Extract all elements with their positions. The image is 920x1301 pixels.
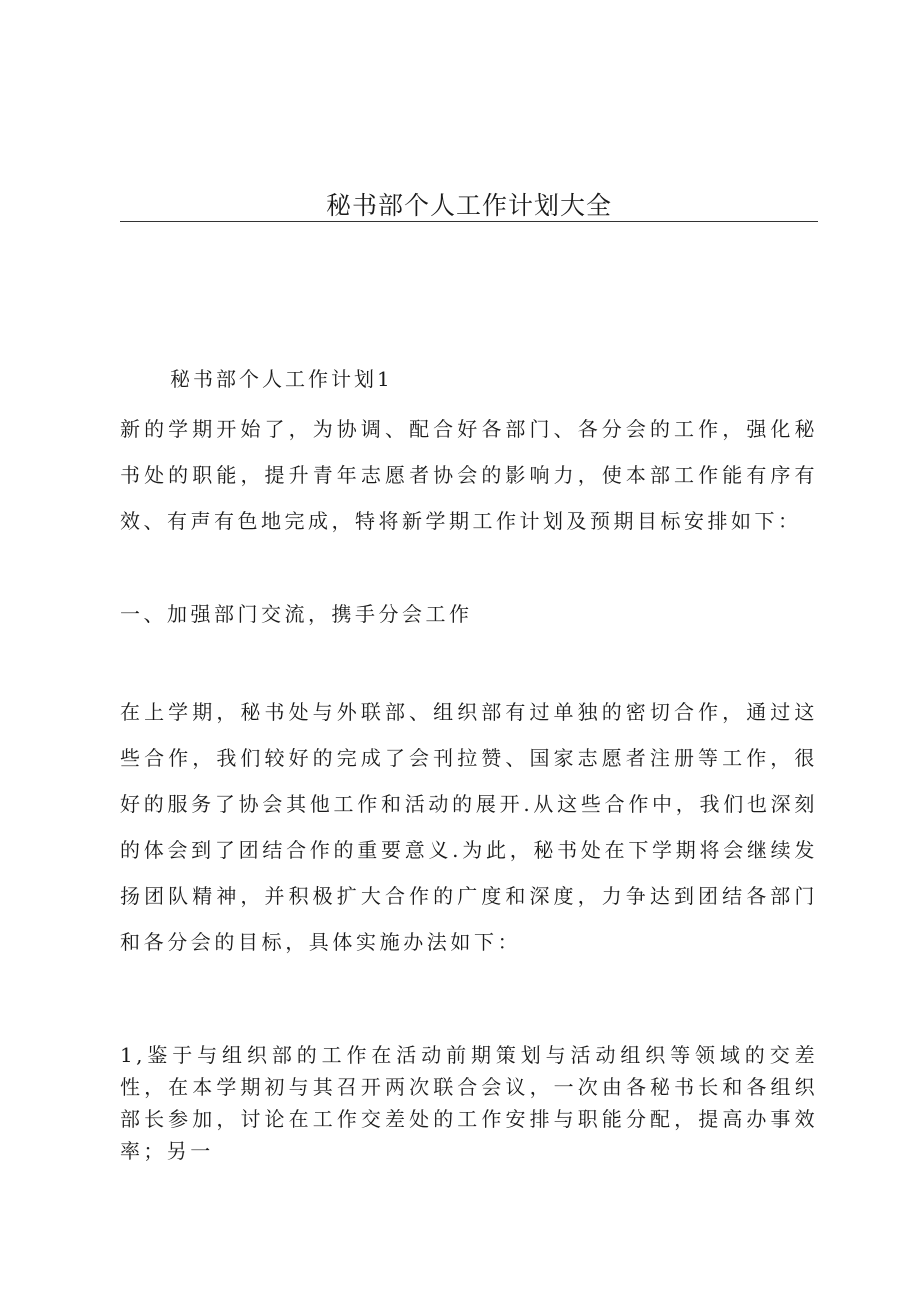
title-underline [120, 221, 818, 222]
section-subtitle: 秘书部个人工作计划1 [170, 367, 393, 391]
section-heading: 一、加强部门交流，携手分会工作 [120, 602, 473, 626]
document-title: 秘书部个人工作计划大全 [325, 191, 612, 220]
list-item-paragraph: 1,鉴于与组织部的工作在活动前期策划与活动组织等领域的交差性，在本学期初与其召开两次联合会议，一次由各秘书长和各组织部长参加，讨论在工作交差处的工作安排与职能分配，提高办事效率；另一 [120, 1043, 818, 1163]
intro-paragraph: 新的学期开始了，为协调、配合好各部门、各分会的工作，强化秘书处的职能，提升青年志愿者协会的影响力，使本部工作能有序有效、有声有色地完成，特将新学期工作计划及预期目标安排如下： [120, 417, 818, 533]
section-paragraph: 在上学期，秘书处与外联部、组织部有过单独的密切合作，通过这些合作，我们较好的完成了会刊拉赞、国家志愿者注册等工作，很好的服务了协会其他工作和活动的展开.从这些合作中，我们也深刻的体会到了团结合作的重要意义.为此，秘书处在下学期将会继续发扬团队精神，并积极扩大合作的广度和深度，力争达到团结各部门和各分会的目标，具体实施办法如下： [120, 700, 818, 954]
